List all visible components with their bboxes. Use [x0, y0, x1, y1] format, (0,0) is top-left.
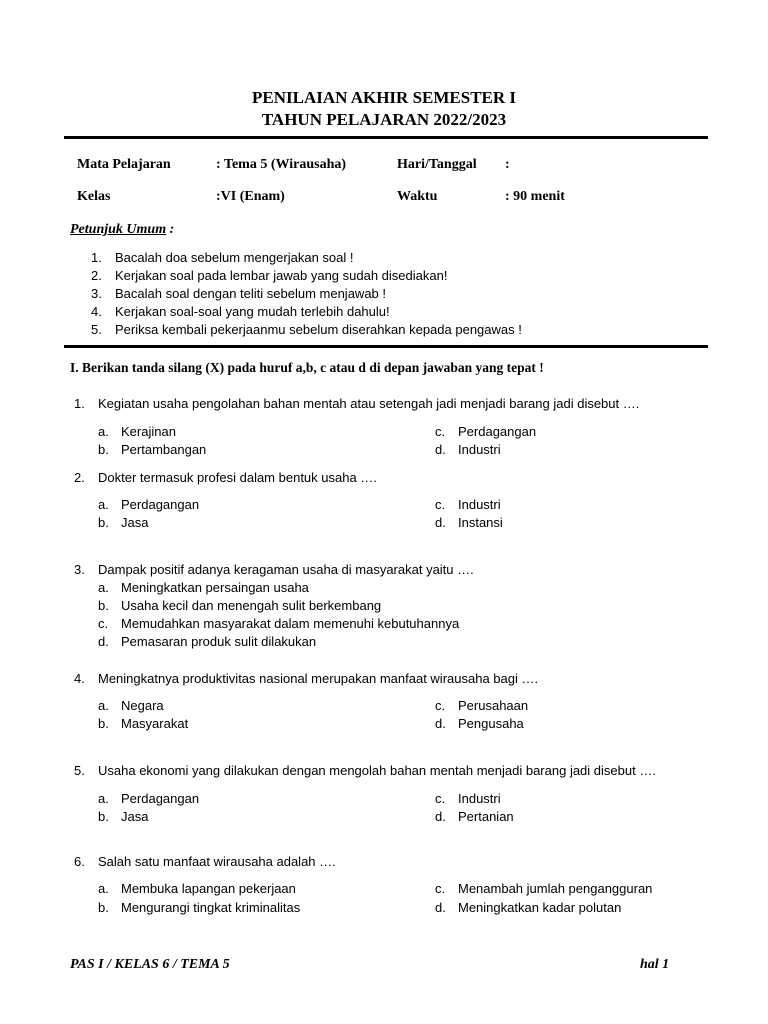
subject-label: Mata Pelajaran: [77, 157, 171, 172]
instruction-text: Kerjakan soal-soal yang mudah terlebih dahulu!: [115, 304, 390, 319]
option-text: Meningkatkan kadar polutan: [458, 900, 622, 915]
option-letter: b.: [98, 900, 109, 915]
subject-value: : Tema 5 (Wirausaha): [216, 157, 347, 172]
option-letter: a.: [98, 881, 109, 896]
question-text: Meningkatnya produktivitas nasional merupakan manfaat wirausaha bagi ….: [98, 671, 539, 686]
question: [74, 763, 656, 778]
option-text: Jasa: [121, 809, 149, 824]
option-text: Memudahkan masyarakat dalam memenuhi kebutuhannya: [121, 616, 460, 631]
option-letter: c.: [435, 424, 446, 439]
option-letter: b.: [98, 809, 109, 824]
exam-title: PENILAIAN AKHIR SEMESTER I: [251, 88, 517, 107]
time-label: Waktu: [397, 189, 438, 204]
answer-option[interactable]: [98, 497, 199, 512]
option-text: Perdagangan: [121, 497, 200, 512]
instruction-text: Kerjakan soal pada lembar jawab yang sudah disediakan!: [115, 268, 448, 283]
answer-option[interactable]: [435, 809, 514, 824]
option-letter: d.: [435, 716, 446, 731]
answer-option[interactable]: [98, 616, 459, 631]
option-letter: c.: [435, 698, 446, 713]
answer-option[interactable]: [435, 698, 528, 713]
option-text: Pertanian: [458, 809, 514, 824]
academic-year: TAHUN PELAJARAN 2022/2023: [261, 110, 507, 129]
option-text: Pengusaha: [458, 716, 524, 731]
instructions-heading-colon: :: [166, 222, 175, 237]
option-letter: c.: [435, 791, 446, 806]
instruction-item: [91, 304, 390, 319]
answer-option[interactable]: [435, 424, 536, 439]
question: [74, 562, 474, 577]
answer-option[interactable]: [98, 809, 148, 824]
answer-option[interactable]: [435, 881, 652, 896]
question-text: Dokter termasuk profesi dalam bentuk usaha ….: [98, 470, 377, 485]
instruction-item: [91, 250, 353, 265]
option-text: Industri: [458, 791, 501, 806]
answer-option[interactable]: [435, 442, 501, 457]
option-letter: b.: [98, 442, 109, 457]
option-letter: d.: [435, 442, 446, 457]
question-number: 1.: [74, 396, 85, 411]
question: [74, 854, 336, 869]
option-letter: d.: [435, 900, 446, 915]
answer-option[interactable]: [435, 900, 621, 915]
option-letter: b.: [98, 716, 109, 731]
option-letter: c.: [435, 497, 446, 512]
option-text: Industri: [458, 442, 501, 457]
section-title: I. Berikan tanda silang (X) pada huruf a,b, c atau d di depan jawaban yang tepat !: [70, 360, 544, 375]
question: [74, 470, 377, 485]
answer-option[interactable]: [98, 716, 188, 731]
instruction-number: 4.: [91, 304, 102, 319]
instruction-number: 5.: [91, 322, 102, 337]
option-text: Instansi: [458, 515, 503, 530]
day-label: Hari/Tanggal: [397, 157, 477, 172]
option-letter: a.: [98, 580, 109, 595]
option-text: Perdagangan: [458, 424, 537, 439]
answer-option[interactable]: [98, 900, 300, 915]
answer-option[interactable]: [435, 497, 501, 512]
option-text: Membuka lapangan pekerjaan: [121, 881, 296, 896]
answer-option[interactable]: [435, 515, 503, 530]
answer-option[interactable]: [98, 580, 309, 595]
question-text: Usaha ekonomi yang dilakukan dengan mengolah bahan mentah menjadi barang jadi disebut ….: [98, 763, 656, 778]
class-label: Kelas: [77, 189, 111, 204]
footer-label: PAS I / KELAS 6 / TEMA 5: [70, 957, 230, 972]
option-text: Perusahaan: [458, 698, 529, 713]
option-text: Mengurangi tingkat kriminalitas: [121, 900, 301, 915]
answer-option[interactable]: [98, 442, 206, 457]
instruction-item: [91, 322, 522, 337]
option-letter: c.: [98, 616, 109, 631]
question-number: 2.: [74, 470, 85, 485]
option-letter: c.: [435, 881, 446, 896]
header-divider: [64, 136, 708, 139]
question-number: 4.: [74, 671, 85, 686]
answer-option[interactable]: [98, 698, 164, 713]
page-number: hal 1: [640, 957, 670, 972]
option-text: Pemasaran produk sulit dilakukan: [121, 634, 317, 649]
instruction-number: 3.: [91, 286, 102, 301]
question-text: Kegiatan usaha pengolahan bahan mentah atau setengah jadi menjadi barang jadi disebut ….: [98, 396, 640, 411]
instruction-text: Bacalah soal dengan teliti sebelum menjawab !: [115, 286, 387, 301]
option-letter: d.: [435, 515, 446, 530]
option-text: Kerajinan: [121, 424, 176, 439]
option-letter: a.: [98, 791, 109, 806]
option-text: Industri: [458, 497, 501, 512]
answer-option[interactable]: [98, 881, 296, 896]
question: [74, 396, 639, 411]
option-letter: a.: [98, 424, 109, 439]
answer-option[interactable]: [435, 716, 524, 731]
option-text: Meningkatkan persaingan usaha: [121, 580, 309, 595]
option-letter: a.: [98, 698, 109, 713]
answer-option[interactable]: [98, 424, 176, 439]
option-text: Perdagangan: [121, 791, 200, 806]
answer-option[interactable]: [98, 515, 148, 530]
instruction-text: Periksa kembali pekerjaanmu sebelum diserahkan kepada pengawas !: [115, 322, 522, 337]
option-text: Negara: [121, 698, 164, 713]
instruction-number: 1.: [91, 250, 102, 265]
instruction-number: 2.: [91, 268, 102, 283]
option-text: Masyarakat: [121, 716, 189, 731]
instructions-heading: [70, 222, 174, 238]
option-letter: a.: [98, 497, 109, 512]
option-letter: d.: [435, 809, 446, 824]
option-letter: b.: [98, 598, 109, 613]
option-letter: b.: [98, 515, 109, 530]
question: [74, 671, 538, 686]
option-text: Usaha kecil dan menengah sulit berkembang: [121, 598, 382, 613]
question-number: 3.: [74, 562, 85, 577]
question-number: 6.: [74, 854, 85, 869]
instruction-item: [91, 286, 386, 301]
answer-option[interactable]: [435, 791, 501, 806]
day-value: :: [505, 157, 510, 172]
option-letter: d.: [98, 634, 109, 649]
option-text: Menambah jumlah pengangguran: [458, 881, 653, 896]
instructions-heading-text: Petunjuk Umum: [70, 222, 167, 237]
instruction-item: [91, 268, 447, 283]
option-text: Pertambangan: [121, 442, 207, 457]
class-value: :VI (Enam): [216, 189, 285, 204]
answer-option[interactable]: [98, 791, 199, 806]
instructions-divider: [64, 345, 708, 348]
question-number: 5.: [74, 763, 85, 778]
answer-option[interactable]: [98, 634, 316, 649]
time-value: : 90 menit: [505, 189, 565, 204]
question-text: Dampak positif adanya keragaman usaha di masyarakat yaitu ….: [98, 562, 474, 577]
question-text: Salah satu manfaat wirausaha adalah ….: [98, 854, 336, 869]
answer-option[interactable]: [98, 598, 381, 613]
instruction-text: Bacalah doa sebelum mengerjakan soal !: [115, 250, 354, 265]
option-text: Jasa: [121, 515, 149, 530]
